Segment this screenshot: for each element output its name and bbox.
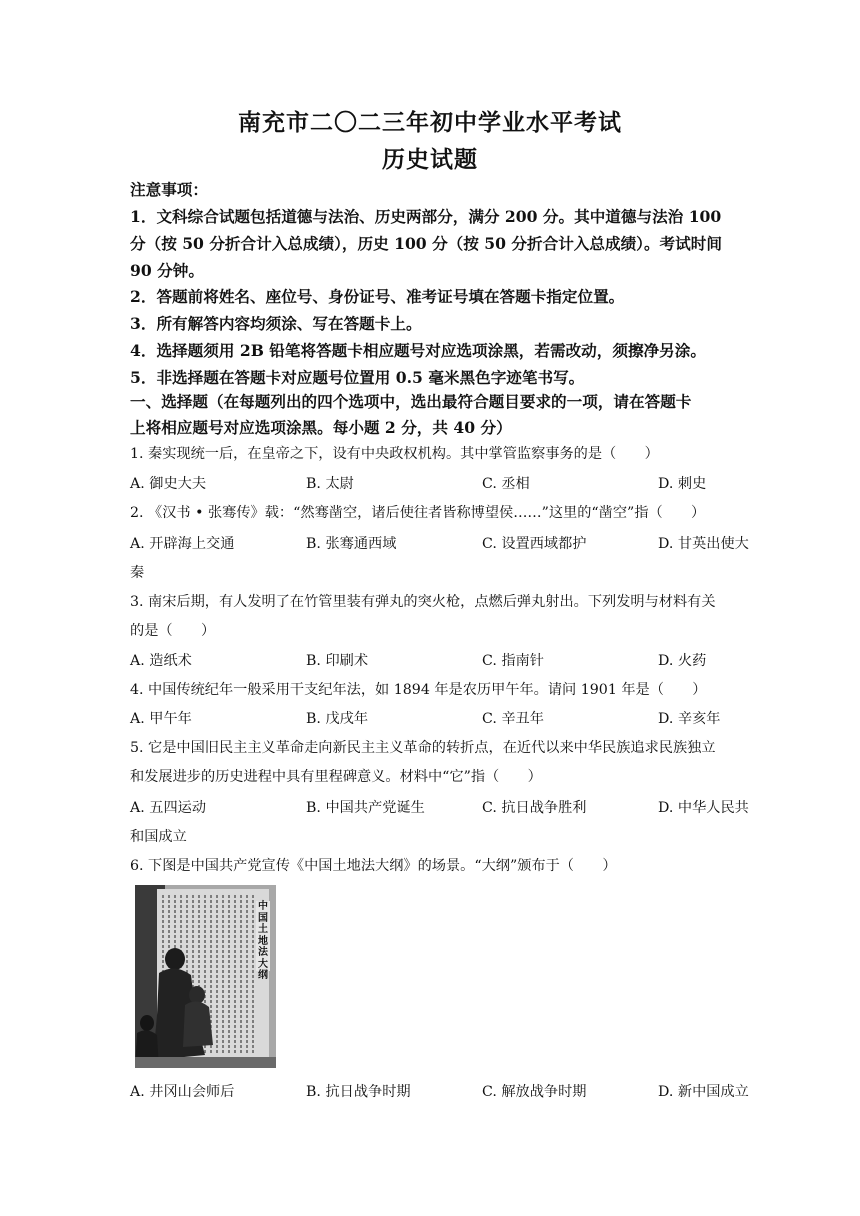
question-stem: 的是（ ） xyxy=(130,623,216,639)
photo-caption-text: 中国土地法大纲 xyxy=(258,901,268,981)
question-stem: 2. 《汉书 • 张骞传》载：“然骞凿空，诸后使往者皆称博望侯……”这里的“凿空”指（ ） xyxy=(130,505,706,521)
option-d: D. 刺史 xyxy=(658,476,707,492)
option-continuation: 秦 xyxy=(130,565,145,581)
note-line: 4．选择题须用 2B 铅笔将答题卡相应题号对应选项涂黑，若需改动，须擦净另涂。 xyxy=(130,341,706,360)
option-c: C. 指南针 xyxy=(482,653,544,669)
option-d: D. 中华人民共 xyxy=(658,800,749,816)
option-b: B. 张骞通西域 xyxy=(306,536,397,552)
option-a: A. 开辟海上交通 xyxy=(130,536,235,552)
option-a: A. 御史大夫 xyxy=(130,476,207,492)
question-stem: 4. 中国传统纪年一般采用干支纪年法，如 1894 年是农历甲午年。请问 1901 年是（ ） xyxy=(130,682,707,698)
exam-title: 南充市二〇二三年初中学业水平考试 xyxy=(238,109,622,136)
option-a: A. 五四运动 xyxy=(130,800,207,816)
option-d: D. 火药 xyxy=(658,653,707,669)
option-d: D. 新中国成立 xyxy=(658,1084,749,1100)
option-c: C. 设置西域都护 xyxy=(482,536,587,552)
question-stem: 6. 下图是中国共产党宣传《中国土地法大纲》的场景。“大纲”颁布于（ ） xyxy=(130,858,617,874)
notes-heading: 注意事项： xyxy=(130,180,208,199)
option-c: C. 辛丑年 xyxy=(482,711,544,727)
section-heading: 一、选择题（在每题列出的四个选项中，选出最符合题目要求的一项，请在答题卡 xyxy=(130,392,692,411)
note-line: 90 分钟。 xyxy=(130,261,204,280)
option-b: B. 抗日战争时期 xyxy=(306,1084,411,1100)
note-line: 分（按 50 分折合计入总成绩），历史 100 分（按 50 分折合计入总成绩）。考试时间 xyxy=(130,234,722,253)
option-continuation: 和国成立 xyxy=(130,829,187,845)
note-line: 2．答题前将姓名、座位号、身份证号、准考证号填在答题卡指定位置。 xyxy=(130,287,625,306)
question-stem: 5. 它是中国旧民主主义革命走向新民主主义革命的转折点，在近代以来中华民族追求民族独立 xyxy=(130,740,716,756)
option-a: A. 井冈山会师后 xyxy=(130,1084,235,1100)
exam-subtitle: 历史试题 xyxy=(382,146,478,173)
option-b: B. 中国共产党诞生 xyxy=(306,800,425,816)
option-c: C. 解放战争时期 xyxy=(482,1084,587,1100)
note-line: 5．非选择题在答题卡对应题号位置用 0.5 毫米黑色字迹笔书写。 xyxy=(130,368,585,387)
option-d: D. 辛亥年 xyxy=(658,711,721,727)
option-d: D. 甘英出使大 xyxy=(658,536,749,552)
note-line: 1．文科综合试题包括道德与法治、历史两部分，满分 200 分。其中道德与法治 100 xyxy=(130,207,722,226)
option-a: A. 甲午年 xyxy=(130,711,192,727)
option-b: B. 戊戌年 xyxy=(306,711,369,727)
option-b: B. 印刷术 xyxy=(306,653,369,669)
note-line: 3．所有解答内容均须涂、写在答题卡上。 xyxy=(130,314,422,333)
land-law-photo xyxy=(135,885,276,1068)
question-stem: 3. 南宋后期，有人发明了在竹管里装有弹丸的突火枪，点燃后弹丸射出。下列发明与材料有关 xyxy=(130,594,716,610)
question-stem: 和发展进步的历史进程中具有里程碑意义。材料中“它”指（ ） xyxy=(130,769,542,785)
option-c: C. 丞相 xyxy=(482,476,530,492)
question-stem: 1. 秦实现统一后，在皇帝之下，设有中央政权机构。其中掌管监察事务的是（ ） xyxy=(130,446,659,462)
option-b: B. 太尉 xyxy=(306,476,354,492)
option-c: C. 抗日战争胜利 xyxy=(482,800,587,816)
option-a: A. 造纸术 xyxy=(130,653,192,669)
section-heading: 上将相应题号对应选项涂黑。每小题 2 分，共 40 分） xyxy=(130,418,512,437)
